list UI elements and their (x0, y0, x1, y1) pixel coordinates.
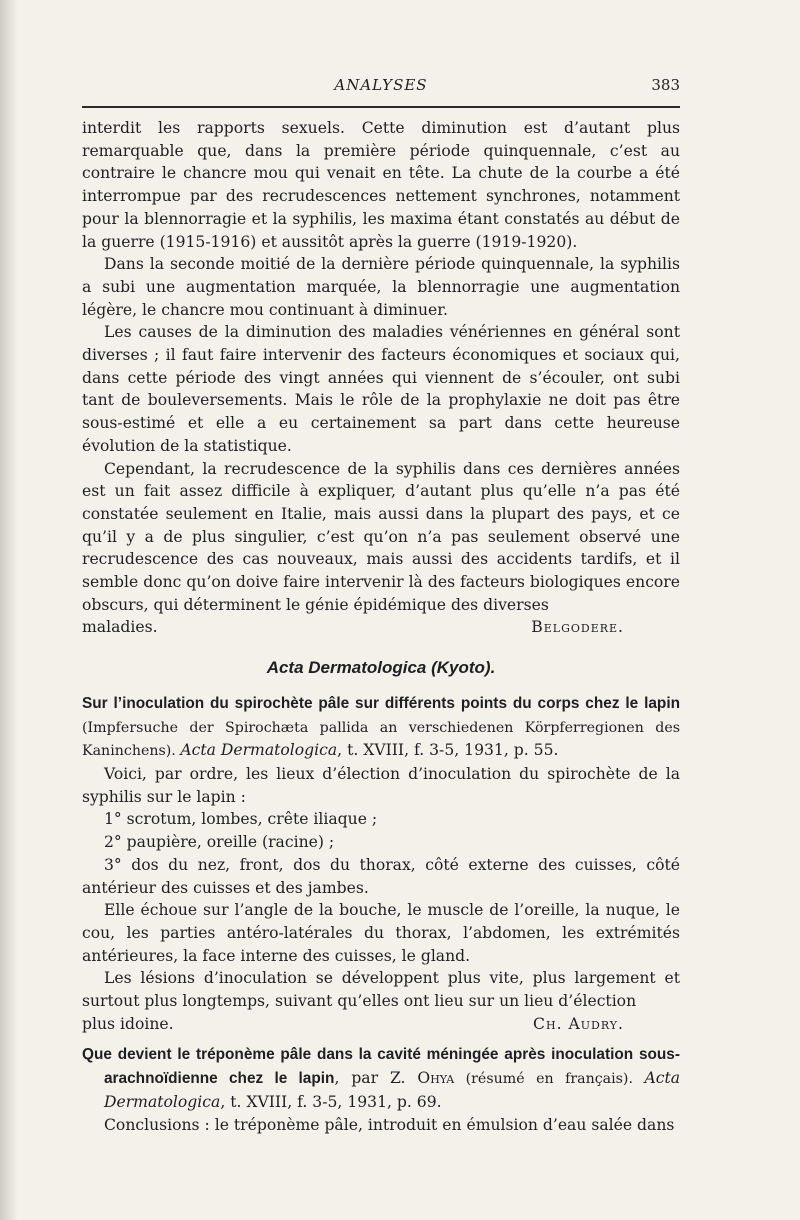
paragraph-end: plus idoine. (82, 1014, 174, 1033)
list-item: 1° scrotum, lombes, crête iliaque ; (104, 810, 378, 829)
author-signature: Ch. Audry. (533, 1014, 624, 1033)
article-heading (82, 1043, 680, 1113)
paragraph: Voici, par ordre, les lieux d’élection d’inoculation du spirochète de la syphilis sur le lapin : (82, 764, 680, 806)
page-number: 383 (651, 76, 680, 94)
paragraph: Les causes de la diminution des maladies vénériennes en général sont diverses ; il faut faire intervenir des facteurs économiques et sociaux qui, dans cette période des vingt années qui viennent de s’écouler, ont subi tant de bouleversements. Mais le rôle de la prophylaxie ne doit pas être sous-estimé et elle a eu certainement sa part dans cette heureuse évolution de la statistique. (82, 323, 680, 455)
citation: , t. XVIII, f. 3-5, 1931, p. 69. (220, 1092, 442, 1111)
list-item: 3° dos du nez, front, dos du thorax, côté externe des cuisses, côté antérieur des cuisses et des jambes. (82, 855, 680, 897)
summary-note: (résumé en français). (454, 1071, 645, 1088)
running-head: ANALYSES (334, 76, 428, 94)
paragraph: Cependant, la recrudescence de la syphilis dans ces dernières années est un fait assez difficile à expliquer, d’autant plus qu’elle n’a pas été constatée seulement en Italie, mais aussi dans la plupart des pays, et ce qu’il y a de plus singulier, c’est qu’on n’a pas seulement observé une recrudescence des cas nouveaux, mais aussi des accidents tardifs, et il semble donc qu’on doive faire intervenir là des facteurs biologiques encore obscurs, qui déterminent le génie épidémique des diverses (82, 459, 680, 614)
article-heading (82, 692, 680, 763)
signature-line (82, 616, 680, 639)
list-item: 2° paupière, oreille (racine) ; (104, 833, 335, 852)
article-subtitle: (Impfersuche der Spirochæta pallida an verschiedenen Körpferregionen des Kaninchens). (82, 719, 680, 760)
paragraph-end: maladies. (82, 618, 158, 637)
journal-name: Acta Dermatologica (104, 1069, 681, 1111)
page-header (82, 76, 680, 98)
page-edge-shadow (0, 0, 18, 1220)
author-name: Ohya (417, 1069, 455, 1088)
paragraph: Conclusions : le tréponème pâle, introduit en émulsion d’eau salée dans (104, 1115, 675, 1134)
paragraph: interdit les rapports sexuels. Cette diminution est d’autant plus remarquable que, dans la première période quinquennale, c’est au contraire le chancre mou qui venait en tête. La chute de la courbe a été interrompue par des recrudescences nettement synchrones, notamment pour la blennorragie et la syphilis, les maxima étant constatés au début de la guerre (1915-1916) et aussitôt après la guerre (1919-1920). (82, 119, 680, 251)
paragraph: Elle échoue sur l’angle de la bouche, le muscle de l’oreille, la nuque, le cou, les parties antéro-latérales du thorax, l’abdomen, les extrémités antérieures, la face interne des cuisses, le gland. (82, 901, 680, 965)
article-title: Sur l’inoculation du spirochète pâle sur différents points du corps chez le lapin (82, 694, 680, 712)
page-body (82, 117, 680, 1136)
byline: , par Z. (334, 1069, 418, 1088)
citation: , t. XVIII, f. 3-5, 1931, p. 55. (337, 741, 559, 760)
paragraph: Les lésions d’inoculation se développent plus vite, plus largement et surtout plus longtemps, suivant qu’elles ont lieu sur un lieu d’élection (82, 969, 680, 1011)
journal-title: Acta Dermatologica (Kyoto). (266, 658, 496, 678)
article-title: Que devient le tréponème pâle dans la cavité méningée après inoculation sous-arachnoïdienne chez le lapin (82, 1046, 680, 1088)
signature-line (82, 1013, 680, 1036)
header-rule (82, 106, 680, 108)
journal-name: Acta Dermatologica (180, 741, 338, 760)
author-signature: Belgodere. (531, 618, 624, 637)
paragraph: Dans la seconde moitié de la dernière période quinquennale, la syphilis a subi une augmentation marquée, la blennorragie une augmentation légère, le chancre mou continuant à diminuer. (82, 255, 680, 319)
